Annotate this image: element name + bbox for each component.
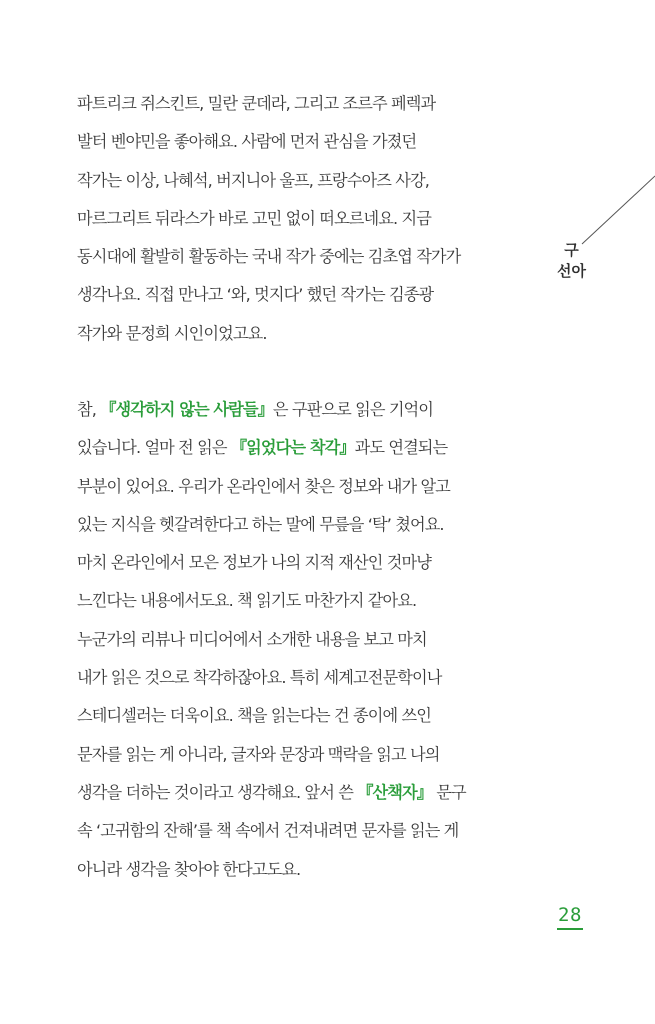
text-segment: 있습니다. 얼마 전 읽은: [77, 438, 231, 458]
text-line: [77, 391, 466, 429]
text-line: 느낀다는 내용에서도요. 책 읽기도 마찬가지 같아요.: [77, 591, 417, 611]
text-line: 누군가의 리뷰나 미디어에서 소개한 내용을 보고 마치: [77, 629, 427, 649]
text-line: 부분이 있어요. 우리가 온라인에서 찾은 정보와 내가 알고: [77, 476, 450, 496]
text-line: 마치 온라인에서 모은 정보가 나의 지적 재산인 것마냥: [77, 553, 431, 573]
text-segment: 문구: [432, 782, 466, 802]
margin-note-line: 구: [564, 241, 579, 259]
text-line: 문자를 읽는 게 아니라, 글자와 문장과 맥락을 읽고 나의: [77, 744, 440, 764]
text-segment: 참,: [77, 400, 101, 419]
text-line: 스테디셀러는 더욱이요. 책을 읽는다는 건 종이에 쓰인: [77, 706, 431, 726]
margin-note-line: 선아: [557, 262, 586, 280]
book-title-highlight: 『읽었다는 착각』: [230, 438, 355, 458]
text-line: 작가와 문정희 시인이었고요.: [77, 323, 267, 343]
text-segment: 생각을 더하는 것이라고 생각해요. 앞서 쓴: [77, 782, 358, 802]
body-paragraph-1: [77, 85, 460, 353]
text-segment: 과도 연결되는: [354, 438, 448, 458]
text-line: 발터 벤야민을 좋아해요. 사람에 먼저 관심을 가졌던: [77, 132, 417, 152]
body-paragraph-2: [77, 391, 466, 889]
book-title-highlight: 『생각하지 않는 사람들』: [100, 400, 273, 419]
text-line: 내가 읽은 것으로 착각하잖아요. 특히 세계고전문학이나: [77, 668, 442, 688]
text-line: [77, 774, 466, 812]
text-line: 있는 지식을 헷갈려한다고 하는 말에 무릎을 ‘탁’ 쳤어요.: [77, 514, 444, 534]
page-number: 28: [557, 904, 583, 930]
margin-note: [557, 240, 586, 282]
text-line: 마르그리트 뒤라스가 바로 고민 없이 떠오르네요. 지금: [77, 208, 431, 228]
text-line: 속 ‘고귀함의 잔해’를 책 속에서 건져내려면 문자를 읽는 게: [77, 821, 459, 841]
text-segment: 은 구판으로 읽은 기억이: [272, 400, 434, 419]
text-line: 파트리크 쥐스킨트, 밀란 쿤데라, 그리고 조르주 페렉과: [77, 94, 436, 113]
text-line: 아니라 생각을 찾아야 한다고도요.: [77, 859, 301, 879]
text-line: 동시대에 활발히 활동하는 국내 작가 중에는 김초엽 작가가: [77, 247, 461, 267]
text-line: 작가는 이상, 나혜석, 버지니아 울프, 프랑수아즈 사강,: [77, 170, 429, 190]
book-title-highlight: 『산책자』: [357, 782, 433, 802]
text-line: [77, 429, 466, 467]
text-line: 생각나요. 직접 만나고 ‘와, 멋지다’ 했던 작가는 김종광: [77, 285, 434, 305]
